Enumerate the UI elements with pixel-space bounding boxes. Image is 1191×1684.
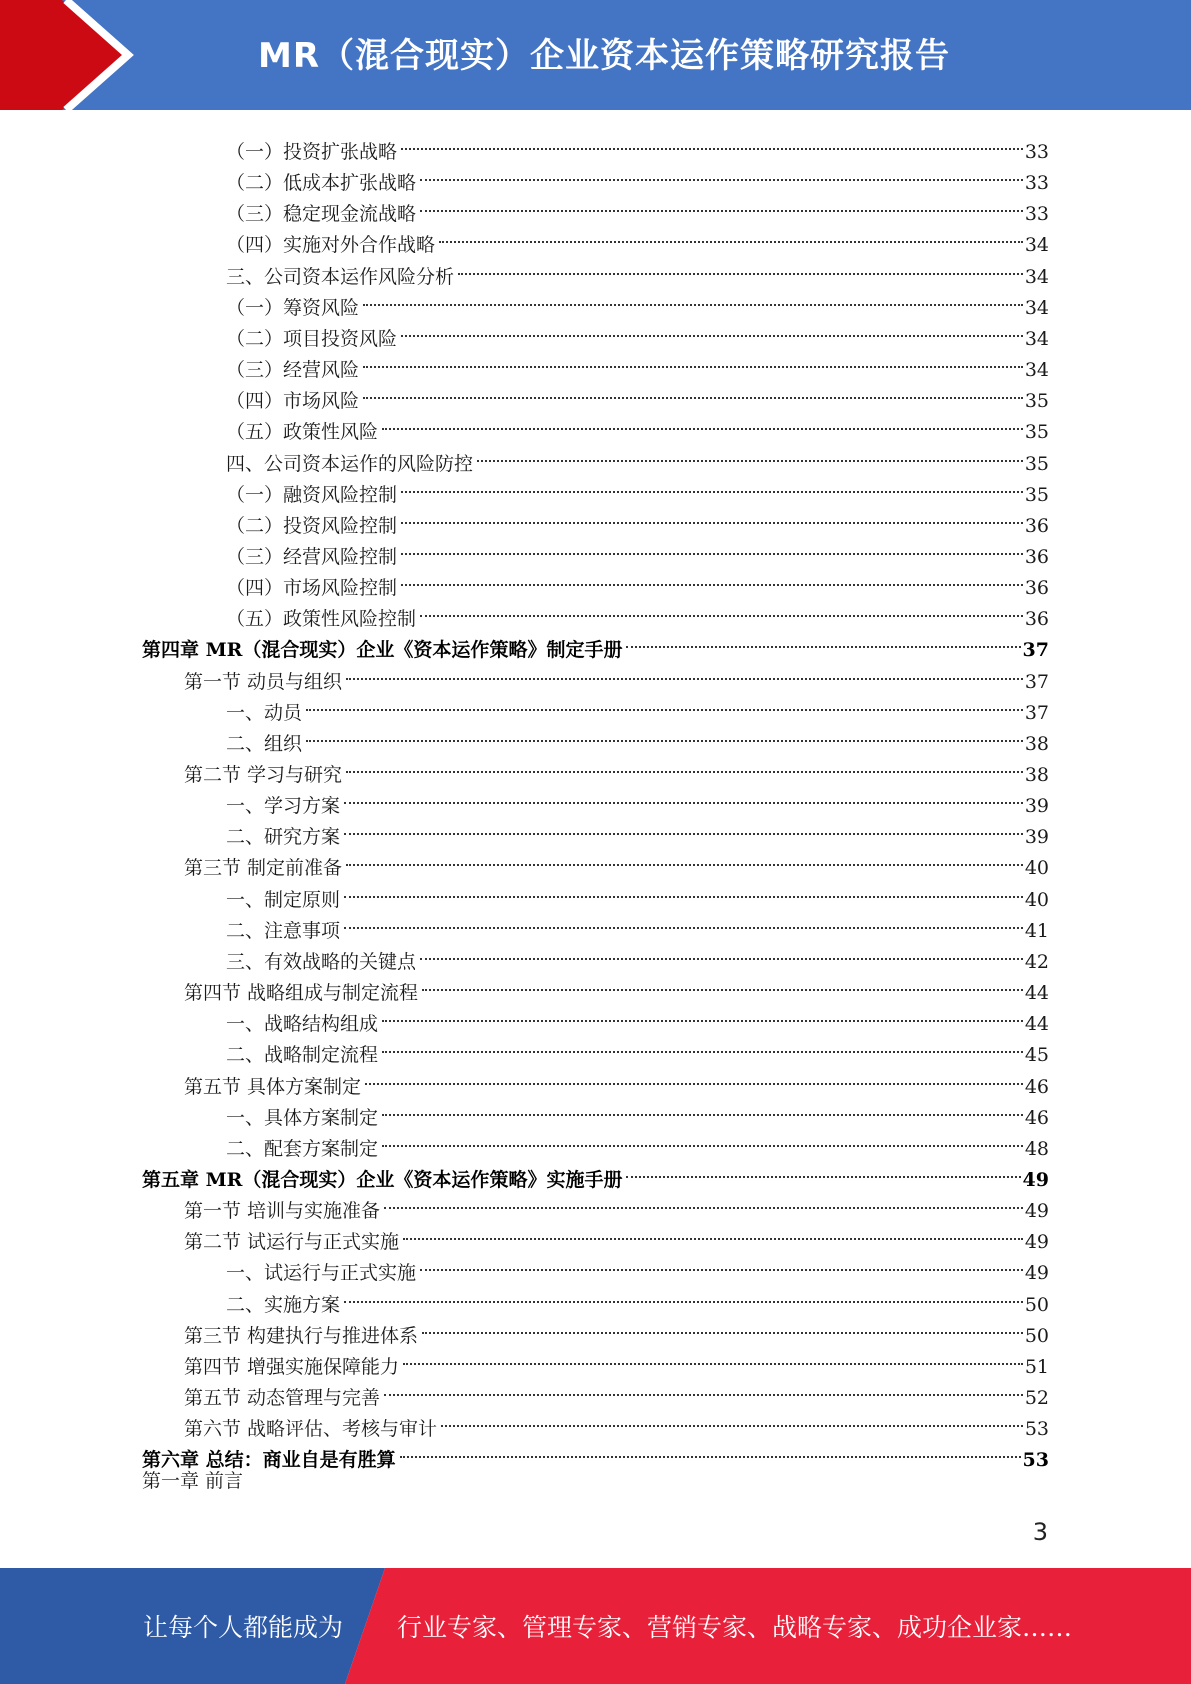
toc-dot-leader bbox=[477, 439, 1023, 470]
toc-entry-page: 46 bbox=[1024, 1075, 1049, 1098]
toc-dot-leader bbox=[363, 376, 1023, 407]
toc-entry[interactable] bbox=[184, 1217, 1049, 1254]
toc-entry-title: 二、配套方案制定 bbox=[226, 1137, 379, 1160]
toc-entry-title: 第六章 总结：商业自是有胜算 bbox=[142, 1449, 396, 1472]
toc-entry[interactable] bbox=[226, 688, 1049, 724]
toc-dot-leader bbox=[458, 252, 1023, 283]
toc-entry-title: 一、战略结构组成 bbox=[226, 1013, 379, 1036]
footer-slogan-left: 让每个人都能成为 bbox=[143, 1613, 344, 1642]
toc-entry-page: 34 bbox=[1024, 327, 1049, 350]
toc-dot-leader bbox=[344, 812, 1023, 843]
toc-entry[interactable] bbox=[226, 875, 1049, 911]
toc-entry-title: 第五节 具体方案制定 bbox=[184, 1075, 362, 1098]
toc-dot-leader bbox=[401, 532, 1023, 563]
toc-entry-title: 第三节 构建执行与推进体系 bbox=[184, 1324, 419, 1347]
toc-entry-page: 40 bbox=[1024, 888, 1049, 911]
toc-entry-page: 39 bbox=[1024, 826, 1049, 849]
toc-dot-leader bbox=[365, 1062, 1023, 1093]
toc-entry[interactable] bbox=[226, 283, 1049, 319]
toc-dot-leader bbox=[401, 563, 1023, 594]
toc-entry-page: 35 bbox=[1024, 452, 1049, 475]
toc-entry-page: 35 bbox=[1024, 390, 1049, 413]
header-chevron-decoration bbox=[0, 0, 160, 110]
toc-entry[interactable] bbox=[184, 1373, 1049, 1409]
toc-entry[interactable] bbox=[184, 1342, 1049, 1378]
toc-entry-page: 53 bbox=[1022, 1449, 1049, 1472]
toc-dot-leader bbox=[344, 906, 1023, 937]
toc-dot-leader bbox=[344, 875, 1023, 906]
toc-entry[interactable] bbox=[226, 158, 1049, 195]
toc-entry-page: 38 bbox=[1024, 732, 1049, 755]
toc-entry[interactable] bbox=[226, 1030, 1049, 1067]
toc-entry-page: 48 bbox=[1024, 1137, 1049, 1160]
toc-entry-page: 35 bbox=[1024, 421, 1049, 444]
toc-entry[interactable] bbox=[184, 1311, 1049, 1347]
toc-entry[interactable] bbox=[184, 657, 1049, 693]
toc-entry[interactable] bbox=[142, 1466, 1049, 1497]
toc-dot-leader bbox=[420, 158, 1023, 189]
toc-dot-leader bbox=[420, 594, 1023, 625]
toc-entry[interactable] bbox=[184, 968, 1049, 1005]
toc-entry-title: 一、制定原则 bbox=[226, 888, 341, 911]
toc-entry-page: 34 bbox=[1024, 265, 1049, 288]
toc-entry-title: （二）项目投资风险 bbox=[226, 327, 398, 350]
header-title: MR（混合现实）企业资本运作策略研究报告 bbox=[258, 36, 951, 76]
toc-dot-leader bbox=[420, 189, 1023, 220]
toc-entry-title: 第四节 战略组成与制定流程 bbox=[184, 982, 419, 1005]
toc-dot-leader bbox=[306, 719, 1023, 750]
toc-entry-page: 53 bbox=[1024, 1418, 1049, 1441]
toc-entry[interactable] bbox=[226, 999, 1049, 1036]
page-number: 3 bbox=[1032, 1518, 1048, 1546]
toc-dot-leader bbox=[401, 470, 1023, 501]
toc-entry[interactable] bbox=[226, 563, 1049, 600]
toc-dot-leader bbox=[400, 1435, 1021, 1466]
toc-entry[interactable] bbox=[226, 407, 1049, 444]
toc-entry-page: 36 bbox=[1024, 608, 1049, 631]
toc-entry-title: 第一节 动员与组织 bbox=[184, 670, 343, 693]
toc-entry-page: 36 bbox=[1024, 577, 1049, 600]
toc-entry[interactable] bbox=[226, 906, 1049, 942]
toc-entry[interactable] bbox=[226, 594, 1049, 631]
toc-entry-title: 一、动员 bbox=[226, 701, 303, 724]
toc-dot-leader bbox=[306, 688, 1023, 719]
toc-entry-title: 二、注意事项 bbox=[226, 919, 341, 942]
toc-entry[interactable] bbox=[226, 719, 1049, 755]
toc-entry-title: 三、公司资本运作风险分析 bbox=[226, 265, 455, 288]
toc-entry[interactable] bbox=[226, 189, 1049, 226]
toc-entry-page: 39 bbox=[1024, 795, 1049, 818]
toc-entry-page: 38 bbox=[1024, 764, 1049, 786]
toc-entry[interactable] bbox=[226, 252, 1049, 288]
toc-entry[interactable] bbox=[226, 1280, 1049, 1316]
toc-dot-leader bbox=[420, 937, 1023, 968]
toc-entry-title: （五）政策性风险控制 bbox=[226, 608, 417, 631]
toc-entry-page: 33 bbox=[1024, 172, 1049, 195]
toc-dot-leader bbox=[422, 1311, 1023, 1342]
toc-entry-page: 44 bbox=[1024, 982, 1049, 1005]
toc-entry-title: 第二节 试运行与正式实施 bbox=[184, 1231, 400, 1254]
toc-entry-page: 41 bbox=[1024, 919, 1049, 942]
toc-entry-title: 第一节 培训与实施准备 bbox=[184, 1200, 381, 1223]
toc-dot-leader bbox=[382, 999, 1023, 1030]
toc-dot-leader bbox=[346, 843, 1023, 874]
page-header bbox=[0, 0, 1191, 110]
toc-entry-title: 一、具体方案制定 bbox=[226, 1106, 379, 1129]
toc-entry-title: （四）实施对外合作战略 bbox=[226, 234, 436, 257]
toc-dot-leader bbox=[382, 1093, 1023, 1124]
toc-entry-page: 37 bbox=[1024, 701, 1049, 724]
toc-entry[interactable] bbox=[226, 1124, 1049, 1160]
toc-entry-page: 37 bbox=[1022, 639, 1049, 662]
toc-entry-page: 45 bbox=[1024, 1044, 1049, 1067]
toc-entry[interactable] bbox=[142, 625, 1049, 662]
toc-entry-page: 49 bbox=[1022, 1168, 1049, 1191]
toc-entry-page: 50 bbox=[1024, 1293, 1049, 1316]
toc-entry[interactable] bbox=[226, 781, 1049, 818]
toc-entry-page: 36 bbox=[1024, 514, 1049, 537]
toc-dot-leader bbox=[401, 501, 1023, 532]
toc-entry-title: 第五节 动态管理与完善 bbox=[184, 1387, 381, 1409]
toc-entry[interactable] bbox=[226, 812, 1049, 849]
toc-entry[interactable] bbox=[226, 439, 1049, 475]
toc-dot-leader bbox=[363, 283, 1023, 314]
toc-dot-leader bbox=[382, 407, 1023, 438]
toc-entry[interactable] bbox=[226, 501, 1049, 537]
toc-entry[interactable] bbox=[184, 843, 1049, 880]
toc-entry[interactable] bbox=[142, 1435, 1049, 1472]
toc-entry[interactable] bbox=[226, 1093, 1049, 1129]
toc-entry[interactable] bbox=[226, 1248, 1049, 1285]
toc-entry-page: 52 bbox=[1024, 1387, 1049, 1409]
toc-dot-leader bbox=[403, 1217, 1023, 1248]
toc-entry-title: 二、战略制定流程 bbox=[226, 1044, 379, 1067]
toc-entry-title: 第三节 制定前准备 bbox=[184, 857, 343, 880]
toc-entry-title: 一、学习方案 bbox=[226, 795, 341, 818]
toc-entry-title: （三）经营风险控制 bbox=[226, 545, 398, 568]
toc-entry-title: （四）市场风险 bbox=[226, 390, 360, 413]
toc-entry-title: （四）市场风险控制 bbox=[226, 577, 398, 600]
toc-entry-page: 34 bbox=[1024, 296, 1049, 319]
toc-entry-title: 二、研究方案 bbox=[226, 826, 341, 849]
toc-entry-title: （一）融资风险控制 bbox=[226, 483, 398, 506]
toc-dot-leader bbox=[346, 657, 1023, 688]
toc-entry-page: 50 bbox=[1024, 1324, 1049, 1347]
toc-dot-leader bbox=[363, 345, 1023, 376]
toc-dot-leader bbox=[439, 220, 1023, 251]
toc-dot-leader bbox=[401, 127, 1023, 158]
toc-dot-leader bbox=[384, 1186, 1023, 1217]
toc-entry-title: （五）政策性风险 bbox=[226, 421, 379, 444]
toc-entry-page: 33 bbox=[1024, 203, 1049, 226]
toc-entry-page: 49 bbox=[1024, 1231, 1049, 1254]
toc-entry-page: 42 bbox=[1024, 950, 1049, 973]
toc-dot-leader bbox=[422, 968, 1023, 999]
toc-dot-leader bbox=[384, 1373, 1023, 1404]
toc-dot-leader bbox=[626, 625, 1020, 656]
toc-dot-leader bbox=[401, 314, 1023, 345]
toc-dot-leader bbox=[403, 1342, 1023, 1373]
toc-entry-page: 36 bbox=[1024, 545, 1049, 568]
toc-entry-page: 49 bbox=[1024, 1262, 1049, 1285]
toc-dot-leader bbox=[420, 1248, 1023, 1279]
toc-entry-page: 51 bbox=[1024, 1355, 1049, 1378]
toc-entry-page: 44 bbox=[1024, 1013, 1049, 1036]
toc-entry[interactable] bbox=[226, 314, 1049, 350]
toc-entry-title: 四、公司资本运作的风险防控 bbox=[226, 452, 474, 475]
toc-dot-leader bbox=[382, 1030, 1023, 1061]
toc-entry-title: （三）稳定现金流战略 bbox=[226, 203, 417, 226]
toc-entry-title: 第四章 MR（混合现实）企业《资本运作策略》制定手册 bbox=[142, 639, 623, 662]
toc-entry-page: 46 bbox=[1024, 1106, 1049, 1129]
toc-entry-title: （三）经营风险 bbox=[226, 359, 360, 382]
toc-entry[interactable] bbox=[226, 127, 1049, 163]
toc-entry-title: 三、有效战略的关键点 bbox=[226, 950, 417, 973]
toc-entry-title: （一）投资扩张战略 bbox=[226, 141, 398, 163]
toc-entry[interactable] bbox=[184, 750, 1049, 786]
toc-entry-title: （二）投资风险控制 bbox=[226, 514, 398, 537]
toc-entry-page: 34 bbox=[1024, 359, 1049, 382]
toc-entry-title: 二、实施方案 bbox=[226, 1293, 341, 1316]
toc-dot-leader bbox=[441, 1404, 1023, 1435]
toc-entry[interactable] bbox=[226, 345, 1049, 382]
toc-entry-title: 第二节 学习与研究 bbox=[184, 764, 343, 786]
toc-entry-title: 第四节 增强实施保障能力 bbox=[184, 1355, 400, 1378]
toc-entry-page: 35 bbox=[1024, 483, 1049, 506]
toc-entry[interactable] bbox=[226, 376, 1049, 413]
toc-entry[interactable] bbox=[184, 1186, 1049, 1223]
toc-entry[interactable] bbox=[226, 470, 1049, 506]
toc-entry-page: 33 bbox=[1024, 141, 1049, 163]
toc-dot-leader bbox=[344, 781, 1023, 812]
footer-slogan-right: 行业专家、管理专家、营销专家、战略专家、成功企业家…… bbox=[397, 1613, 1073, 1642]
toc-dot-leader bbox=[346, 750, 1023, 781]
toc-dot-leader bbox=[626, 1155, 1020, 1186]
toc-entry[interactable] bbox=[184, 1404, 1049, 1441]
toc-entry[interactable] bbox=[142, 1155, 1049, 1191]
toc-entry[interactable] bbox=[184, 1062, 1049, 1098]
toc-entry[interactable] bbox=[226, 220, 1049, 257]
toc-entry-page: 37 bbox=[1024, 670, 1049, 693]
toc-entry-title: （一）筹资风险 bbox=[226, 296, 360, 319]
toc-entry-page: 40 bbox=[1024, 857, 1049, 880]
toc-dot-leader bbox=[382, 1124, 1023, 1155]
toc-entry-title: 第一章 前言 bbox=[142, 1470, 244, 1493]
toc-entry-title: 第六节 战略评估、考核与审计 bbox=[184, 1418, 438, 1441]
toc-entry-page: 34 bbox=[1024, 234, 1049, 257]
toc-entry[interactable] bbox=[226, 532, 1049, 568]
toc-entry-title: （二）低成本扩张战略 bbox=[226, 172, 417, 195]
toc-entry-title: 二、组织 bbox=[226, 732, 303, 755]
toc-entry[interactable] bbox=[226, 937, 1049, 973]
toc-dot-leader bbox=[344, 1280, 1023, 1311]
toc-entry-title: 第五章 MR（混合现实）企业《资本运作策略》实施手册 bbox=[142, 1168, 623, 1191]
page-footer bbox=[0, 1568, 1191, 1684]
toc-entry-page: 49 bbox=[1024, 1200, 1049, 1223]
toc-entry-title: 一、试运行与正式实施 bbox=[226, 1262, 417, 1285]
